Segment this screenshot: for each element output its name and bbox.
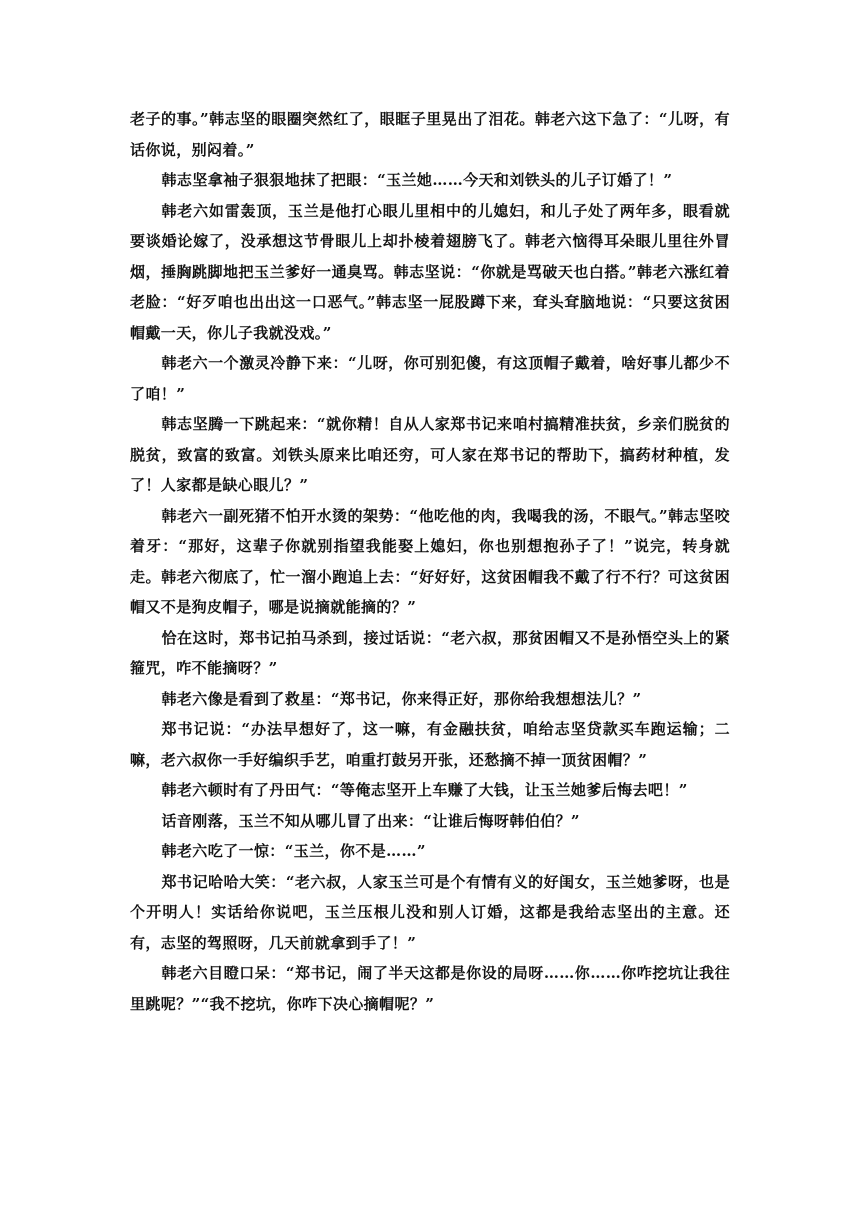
paragraph-3: 韩老六如雷轰顶，玉兰是他打心眼儿里相中的儿媳妇，和儿子处了两年多，眼看就要谈婚论嫁了，没承想这节骨眼儿上却扑棱着翅膀飞了。韩老六恼得耳朵眼儿里往外冒烟，捶胸跳脚地把玉兰爹好一通臭骂。韩志坚说：“你就是骂破天也白搭。”韩老六涨红着老脸：“好歹咱也出出这一口恶气。”韩志坚一屁股蹲下来，耷头耷脑地说：“只要这贫困帽戴一天，你儿子我就没戏。” <box>130 201 730 342</box>
document-page <box>130 104 730 1019</box>
paragraph-9: 郑书记说：“办法早想好了，这一嘛，有金融扶贫，咱给志坚贷款买车跑运输；二嘛，老六叔你一手好编织手艺，咱重打鼓另开张，还愁摘不掉一顶贫困帽？” <box>130 720 730 769</box>
paragraph-6: 韩老六一副死猪不怕开水烫的架势：“他吃他的肉，我喝我的汤，不眼气。”韩志坚咬着牙：“那好，这辈子你就别指望我能娶上媳妇，你也别想抱孙子了！”说完，转身就走。韩老六彻底了，忙一溜小跑追上去：“好好好，这贫困帽我不戴了行不行？可这贫困帽又不是狗皮帽子，哪是说摘就能摘的？” <box>130 506 730 616</box>
paragraph-7: 恰在这时，郑书记拍马杀到，接过话说：“老六叔，那贫困帽又不是孙悟空头上的紧箍咒，咋不能摘呀？” <box>130 628 730 677</box>
paragraph-5: 韩志坚腾一下跳起来：“就你精！自从人家郑书记来咱村搞精准扶贫，乡亲们脱贫的脱贫，致富的致富。刘铁头原来比咱还穷，可人家在郑书记的帮助下，搞药材种植，发了！人家都是缺心眼儿？” <box>130 415 730 494</box>
paragraph-13: 郑书记哈哈大笑：“老六叔，人家玉兰可是个有情有义的好闺女，玉兰她爹呀，也是个开明人！实话给你说吧，玉兰压根儿没和别人订婚，这都是我给志坚出的主意。还有，志坚的驾照呀，几天前就拿到手了！” <box>130 872 730 952</box>
paragraph-2: 韩志坚拿袖子狠狠地抹了把眼：“玉兰她……今天和刘铁头的儿子订婚了！” <box>161 171 673 189</box>
paragraph-4: 韩老六一个激灵冷静下来：“儿呀，你可别犯傻，有这顶帽子戴着，啥好事儿都少不了咱！” <box>130 354 730 403</box>
paragraph-11: 话音刚落，玉兰不知从哪儿冒了出来：“让谁后悔呀韩伯伯？” <box>161 811 580 830</box>
paragraph-1: 老子的事。”韩志坚的眼圈突然红了，眼眶子里晃出了泪花。韩老六这下急了：“儿呀，有话你说，别闷着。” <box>130 110 730 159</box>
paragraph-8: 韩老六像是看到了救星：“郑书记，你来得正好，那你给我想想法儿？” <box>161 689 642 708</box>
paragraph-14: 韩老六目瞪口呆：“郑书记，闹了半天这都是你设的局呀……你……你咋挖坑让我往里跳呢？”“我不挖坑，你咋下决心摘帽呢？” <box>130 964 730 1013</box>
paragraph-12: 韩老六吃了一惊：“玉兰，你不是……” <box>161 842 426 860</box>
paragraph-10: 韩老六顿时有了丹田气：“等俺志坚开上车赚了大钱，让玉兰她爹后悔去吧！” <box>161 781 688 799</box>
